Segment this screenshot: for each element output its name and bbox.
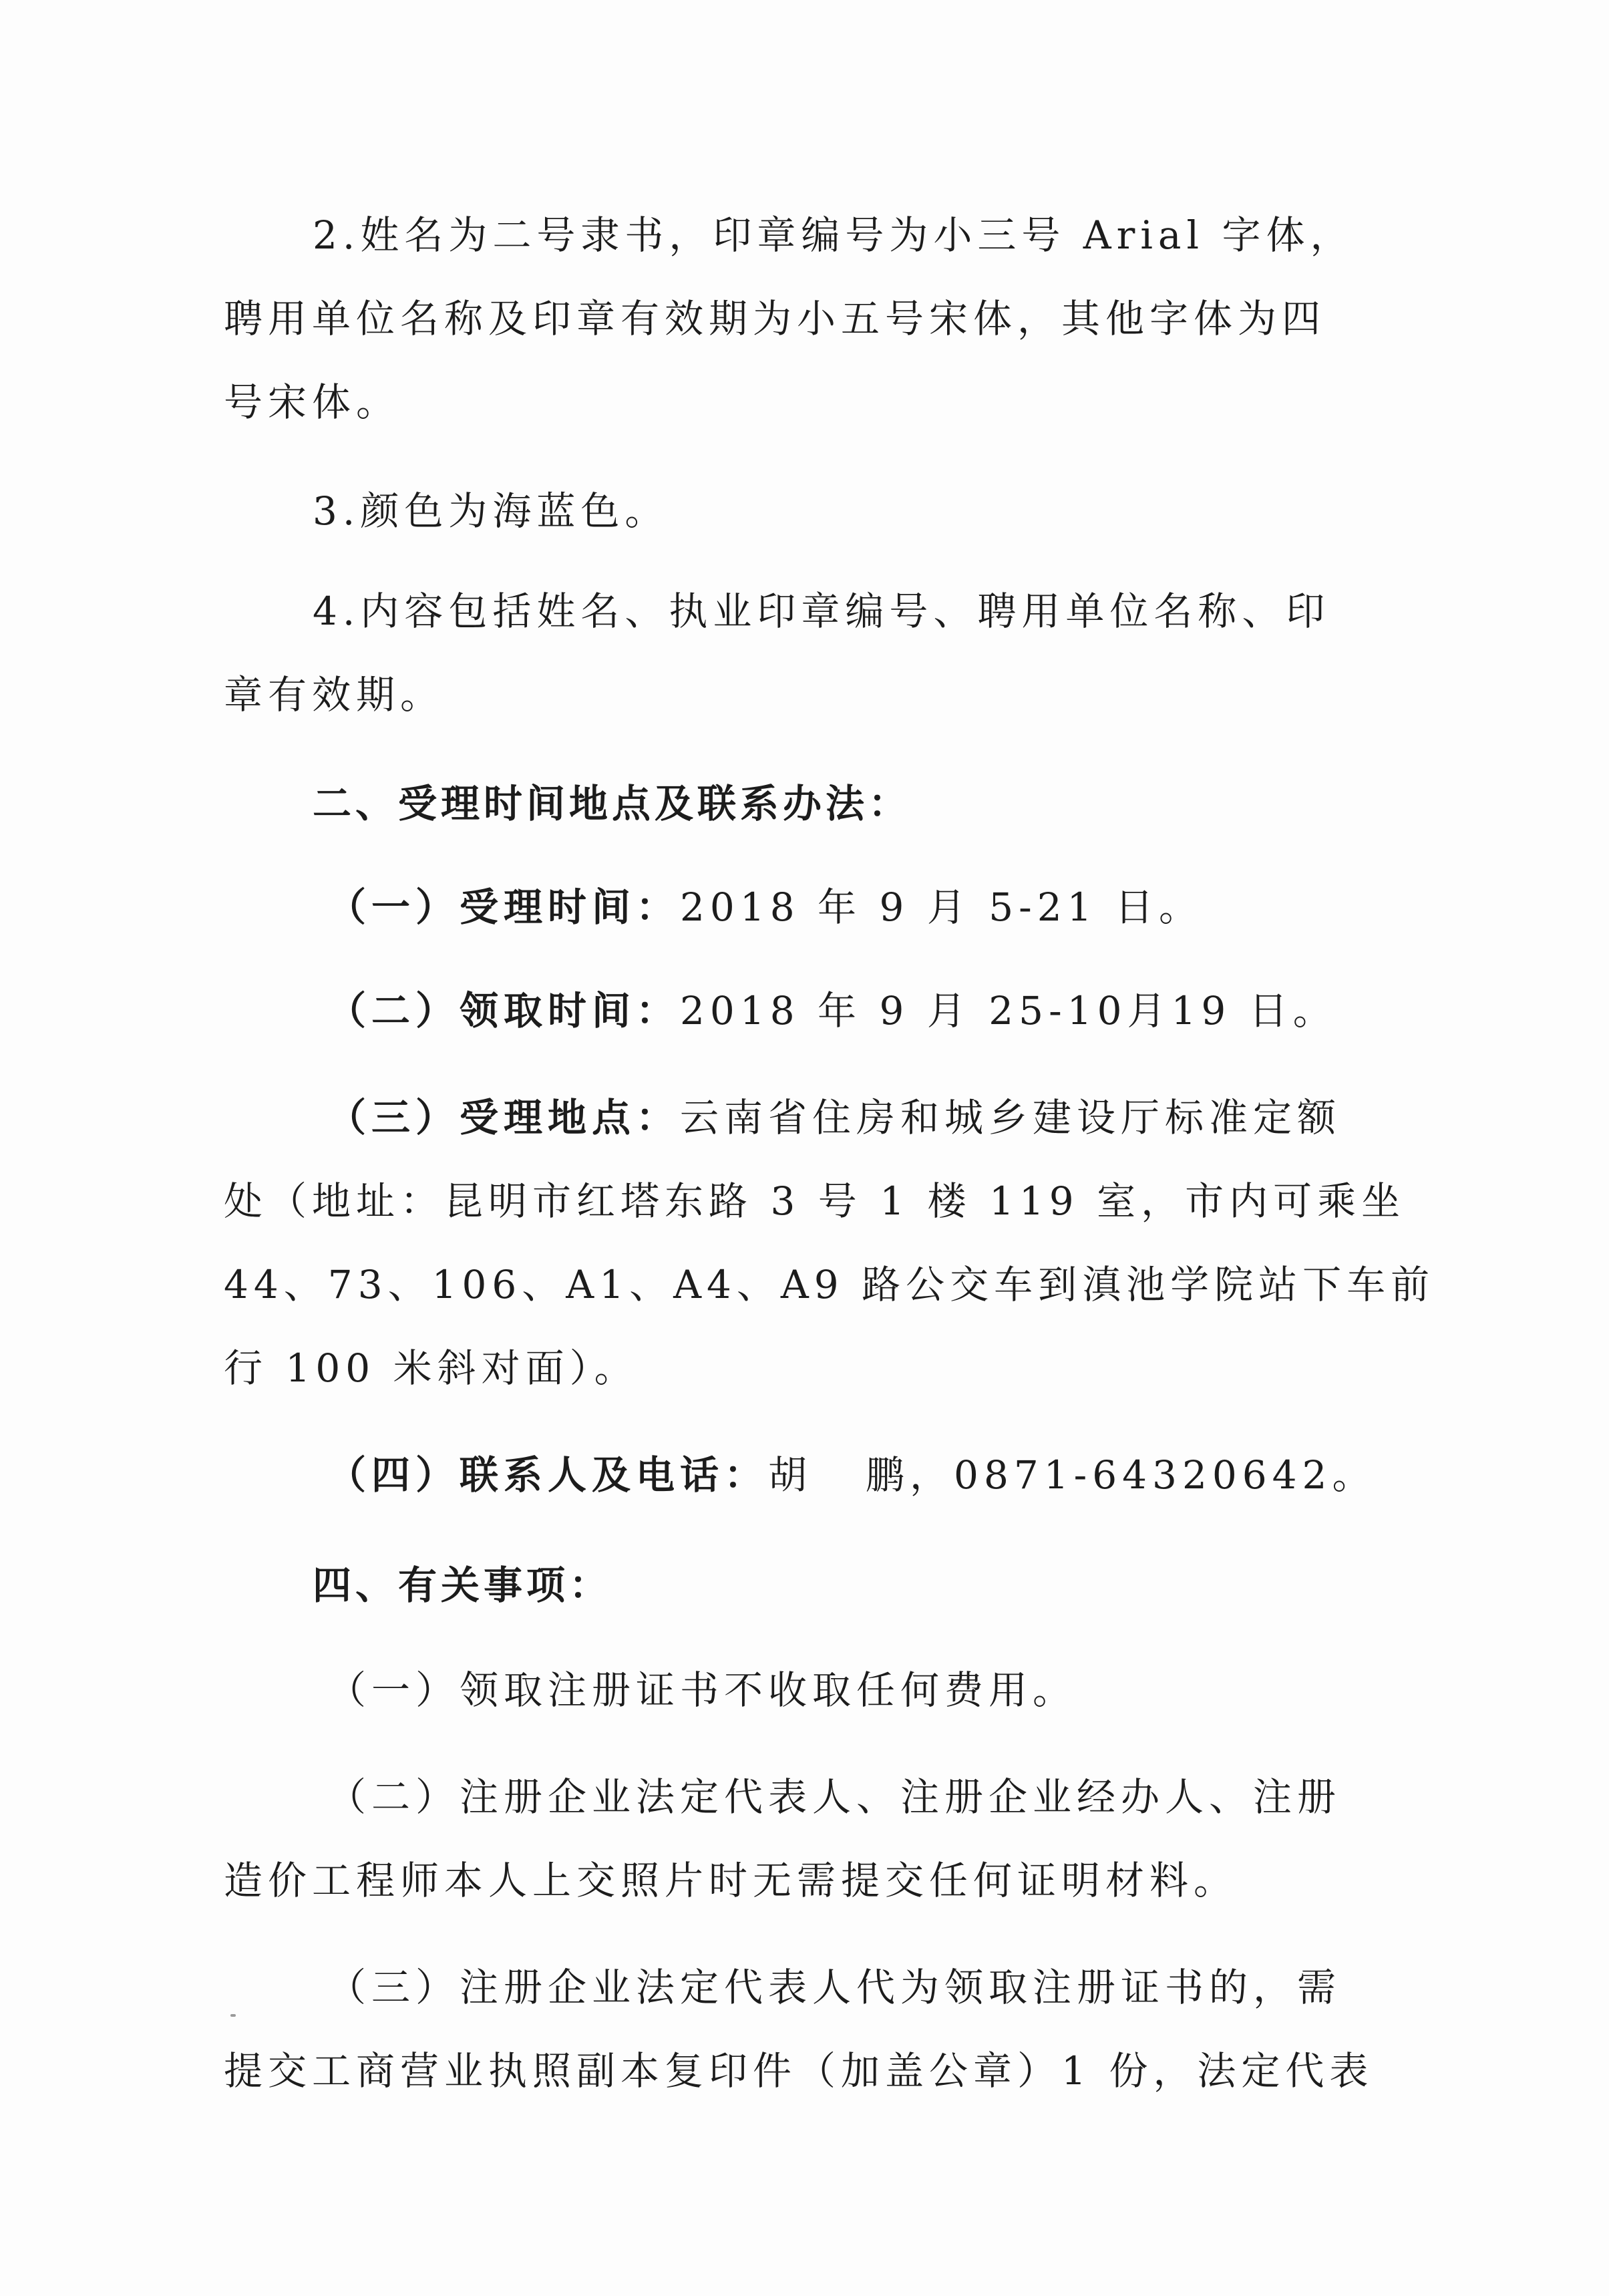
- location-line-2: 处（地址：昆明市红塔东路 3 号 1 楼 119 室，市内可乘坐: [224, 1178, 1406, 1224]
- scan-speck: [230, 2014, 236, 2017]
- location-line-1: [327, 1091, 1341, 1144]
- para-font-rule-line-1: 2.姓名为二号隶书，印章编号为小三号 Arial 字体，: [313, 212, 1355, 258]
- accept-time-line: [327, 880, 1203, 934]
- para-font-rule-line-2: 聘用单位名称及印章有效期为小五号宋体，其他字体为四: [224, 296, 1326, 341]
- contact-name-last: 鹏: [866, 1452, 910, 1498]
- para-font-rule-line-3: 号宋体。: [224, 379, 401, 425]
- location-label: （三）受理地点：: [327, 1095, 681, 1140]
- section-two-heading: 二、受理时间地点及联系办法：: [313, 781, 912, 826]
- location-line-4: 行 100 米斜对面）。: [224, 1345, 639, 1391]
- collect-time-label: （二）领取时间：: [327, 988, 681, 1033]
- para-content-line-2: 章有效期。: [224, 672, 445, 717]
- contact-name-first: 胡: [768, 1452, 813, 1498]
- contact-label: （四）联系人及电话：: [327, 1452, 769, 1498]
- accept-time-label: （一）受理时间：: [327, 884, 681, 930]
- para-color-line-1: 3.颜色为海蓝色。: [313, 488, 669, 534]
- item2-line-2: 造价工程师本人上交照片时无需提交任何证明材料。: [224, 1858, 1238, 1903]
- para-content-line-1: 4.内容包括姓名、执业印章编号、聘用单位名称、印: [313, 589, 1330, 634]
- contact-line: [327, 1448, 1376, 1502]
- accept-time-value: 2018 年 9 月 5-21 日。: [680, 884, 1204, 930]
- collect-time-value: 2018 年 9 月 25-10月19 日。: [680, 988, 1337, 1033]
- section-four-heading: 四、有关事项：: [313, 1563, 612, 1608]
- location-line-3: 44、73、106、A1、A4、A9 路公交车到滇池学院站下车前: [224, 1262, 1435, 1307]
- item2-line-1: （二）注册企业法定代表人、注册企业经办人、注册: [327, 1774, 1342, 1820]
- contact-phone: ，0871-64320642。: [910, 1452, 1377, 1498]
- item3-line-1: （三）注册企业法定代表人代为领取注册证书的，需: [327, 1965, 1342, 2010]
- collect-time-line: [327, 984, 1337, 1037]
- location-text-1: 云南省住房和城乡建设厅标准定额: [680, 1095, 1342, 1140]
- item1-line-1: （一）领取注册证书不收取任何费用。: [327, 1667, 1077, 1713]
- item3-line-2: 提交工商营业执照副本复印件（加盖公章）1 份，法定代表: [224, 2048, 1374, 2094]
